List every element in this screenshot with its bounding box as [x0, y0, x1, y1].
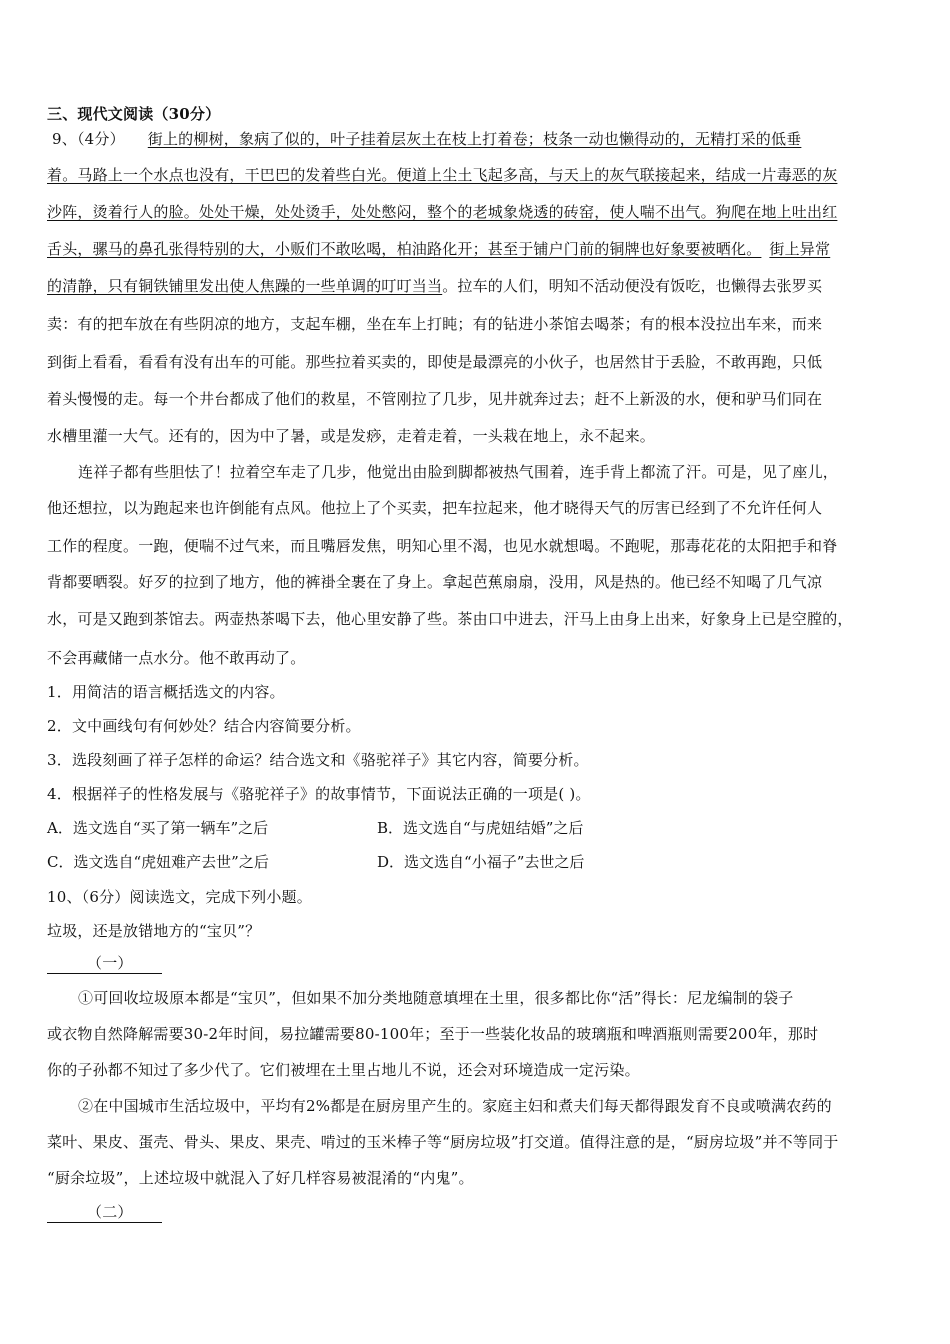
option-a[interactable]: A．选文选自“买了第一辆车”之后 — [47, 819, 269, 837]
question-10-heading: 10、（6分）阅读选文，完成下列小题。 — [47, 888, 312, 906]
passage-line — [47, 128, 801, 149]
passage-line: 水，可是又跑到茶馆去。两壶热茶喝下去，他心里安静了些。茶由口中进去，汗马上由身上出来，好象身上已是空膛的， — [47, 610, 853, 628]
section-title: 三、现代文阅读（30分） — [47, 105, 221, 123]
passage-line: 到街上看看，看看有没有出车的可能。那些拉着买卖的，即使是最漂亮的小伙子，也居然甘于丢脸，不敢再跑，只低 — [47, 353, 823, 371]
passage-line: 工作的程度。一跑，便喘不过气来，而且嘴唇发焦，明知心里不渴，也见水就想喝。不跑呢，那毒花花的太阳把手和脊 — [47, 537, 838, 555]
question-item: 1．用简洁的语言概括选文的内容。 — [47, 683, 285, 701]
underlined-text: 舌头，骡马的鼻孔张得特别的大，小贩们不敢吆喝，柏油路化开；甚至于铺户门前的铜牌也好象要被晒化。 — [47, 240, 762, 258]
option-b[interactable]: B．选文选自“与虎妞结婚”之后 — [377, 819, 584, 837]
article-line: “厨余垃圾”，上述垃圾中就混入了好几样容易被混淆的“内鬼”。 — [47, 1169, 474, 1187]
article-line: 菜叶、果皮、蛋壳、骨头、果皮、果壳、啃过的玉米棒子等“厨房垃圾”打交道。值得注意的是，“厨房垃圾”并不等同于 — [47, 1133, 839, 1151]
part-two-label: （二） — [47, 1201, 162, 1223]
passage-line: 连祥子都有些胆怯了！拉着空车走了几步，他觉出由脸到脚都被热气围着，连手背上都流了汗。可是，见了座儿， — [78, 463, 839, 481]
passage-line — [47, 275, 822, 296]
passage-line: 水槽里灌一大气。还有的，因为中了暑，或是发痧，走着走着，一头栽在地上，永不起来。 — [47, 427, 656, 445]
underlined-text: 着。马路上一个水点也没有，干巴巴的发着些白光。便道上尘土飞起多高，与天上的灰气联接起来，结成一片毒恶的灰 — [47, 166, 838, 184]
passage-line: 着头慢慢的走。每一个井台都成了他们的救星，不管刚拉了几步，见井就奔过去；赶不上新汲的水，便和驴马们同在 — [47, 390, 823, 408]
article-line: 或衣物自然降解需要30-2年时间，易拉罐需要80-100年；至于一些装化妆品的玻璃瓶和啤酒瓶则需要200年，那时 — [47, 1025, 819, 1043]
underlined-text: 街上的柳树，象病了似的，叶子挂着层灰土在枝上打着卷；枝条一动也懒得动的，无精打采的低垂 — [147, 130, 802, 148]
question-item: 4．根据祥子的性格发展与《骆驼祥子》的故事情节，下面说法正确的一项是( )。 — [47, 785, 591, 803]
part-two-marker — [47, 1201, 162, 1223]
article-line: ①可回收垃圾原本都是“宝贝”，但如果不加分类地随意填埋在土里，很多都比你“活”得长：尼龙编制的袋子 — [78, 989, 794, 1007]
passage-line: 卖：有的把车放在有些阴凉的地方，支起车棚，坐在车上打盹；有的钻进小茶馆去喝茶；有的根本没拉出车来，而来 — [47, 315, 823, 333]
article-line: 你的子孙都不知过了多少代了。它们被埋在土里占地儿不说，还会对环境造成一定污染。 — [47, 1061, 640, 1079]
question-item: 2．文中画线句有何妙处？结合内容简要分析。 — [47, 717, 361, 735]
underlined-text: 街上异常 — [769, 240, 831, 258]
underlined-text: 的清静，只有铜铁铺里发出使人焦躁的一些单调的叮叮当当 — [47, 277, 443, 295]
passage-line: 背都要晒裂。好歹的拉到了地方，他的裤褂全裹在了身上。拿起芭蕉扇扇，没用，风是热的。他已经不知喝了几气凉 — [47, 573, 823, 591]
option-c[interactable]: C．选文选自“虎妞难产去世”之后 — [47, 853, 269, 871]
passage-line: 不会再藏储一点水分。他不敢再动了。 — [47, 649, 306, 667]
article-title: 垃圾，还是放错地方的“宝贝”？ — [47, 922, 261, 940]
option-d[interactable]: D．选文选自“小福子”去世之后 — [377, 853, 585, 871]
part-one-label: （一） — [47, 952, 162, 974]
passage-text: 。拉车的人们，明知不活动便没有饭吃，也懒得去张罗买 — [442, 277, 823, 295]
part-one-marker — [47, 952, 162, 974]
passage-line — [47, 238, 830, 259]
passage-line: 他还想拉，以为跑起来也许倒能有点风。他拉上了个买卖，把车拉起来，他才晓得天气的厉害已经到了不允许任何人 — [47, 499, 823, 517]
article-line: ②在中国城市生活垃圾中，平均有2%都是在厨房里产生的。家庭主妇和煮夫们每天都得跟发育不良或喷满农药的 — [78, 1097, 832, 1115]
question-item: 3．选段刻画了祥子怎样的命运？结合选文和《骆驼祥子》其它内容，简要分析。 — [47, 751, 589, 769]
underlined-text: 沙阵，烫着行人的脸。处处干燥，处处烫手，处处憋闷，整个的老城象烧透的砖窑，使人喘不出气。狗爬在地上吐出红 — [47, 203, 838, 221]
question-9-label: 9、（4分） — [52, 130, 125, 148]
